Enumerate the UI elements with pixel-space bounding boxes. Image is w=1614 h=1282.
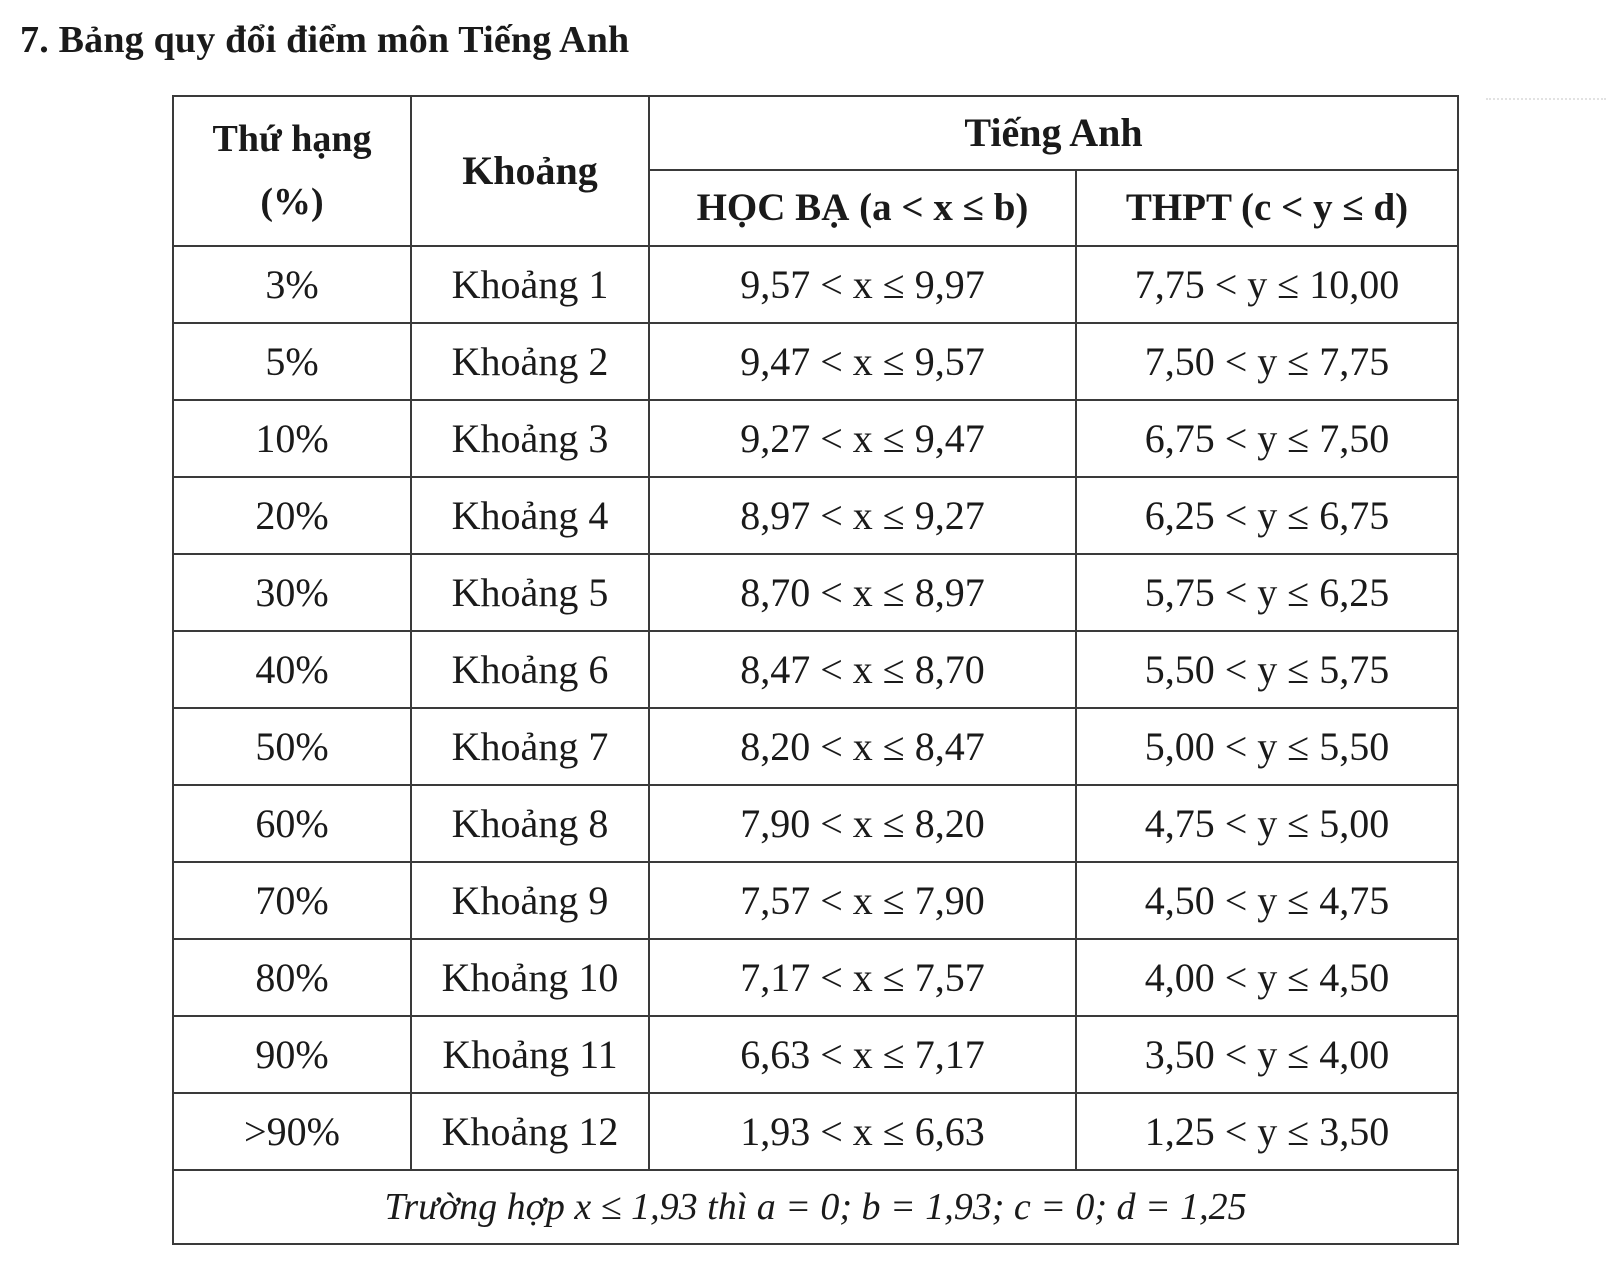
thpt-cell: 3,50 < y ≤ 4,00 xyxy=(1076,1016,1458,1093)
table-row xyxy=(173,323,1458,400)
range-cell: Khoảng 2 xyxy=(411,323,649,400)
table-row xyxy=(173,862,1458,939)
hocba-cell: 8,97 < x ≤ 9,27 xyxy=(649,477,1076,554)
header-subject: Tiếng Anh xyxy=(649,96,1458,170)
table-row xyxy=(173,1016,1458,1093)
range-cell: Khoảng 11 xyxy=(411,1016,649,1093)
table-row xyxy=(173,1093,1458,1170)
rank-cell: 10% xyxy=(173,400,411,477)
rank-cell: 3% xyxy=(173,246,411,323)
header-hocba: HỌC BẠ (a < x ≤ b) xyxy=(649,170,1076,246)
thpt-cell: 5,50 < y ≤ 5,75 xyxy=(1076,631,1458,708)
scan-artifact xyxy=(1486,98,1606,106)
thpt-cell: 6,75 < y ≤ 7,50 xyxy=(1076,400,1458,477)
header-rank-line1: Thứ hạng xyxy=(212,118,372,161)
thpt-cell: 5,75 < y ≤ 6,25 xyxy=(1076,554,1458,631)
header-range: Khoảng xyxy=(411,96,649,246)
score-conversion-table xyxy=(172,95,1459,1245)
range-cell: Khoảng 6 xyxy=(411,631,649,708)
rank-cell: 90% xyxy=(173,1016,411,1093)
range-cell: Khoảng 4 xyxy=(411,477,649,554)
hocba-cell: 7,17 < x ≤ 7,57 xyxy=(649,939,1076,1016)
range-cell: Khoảng 8 xyxy=(411,785,649,862)
rank-cell: 5% xyxy=(173,323,411,400)
hocba-cell: 8,20 < x ≤ 8,47 xyxy=(649,708,1076,785)
table-row xyxy=(173,246,1458,323)
rank-cell: 20% xyxy=(173,477,411,554)
rank-cell: 70% xyxy=(173,862,411,939)
range-cell: Khoảng 12 xyxy=(411,1093,649,1170)
table-row xyxy=(173,708,1458,785)
range-cell: Khoảng 5 xyxy=(411,554,649,631)
header-rank-line2: (%) xyxy=(260,181,324,223)
table-row xyxy=(173,939,1458,1016)
table-row xyxy=(173,400,1458,477)
hocba-cell: 7,90 < x ≤ 8,20 xyxy=(649,785,1076,862)
range-cell: Khoảng 7 xyxy=(411,708,649,785)
hocba-cell: 7,57 < x ≤ 7,90 xyxy=(649,862,1076,939)
rank-cell: 80% xyxy=(173,939,411,1016)
thpt-cell: 1,25 < y ≤ 3,50 xyxy=(1076,1093,1458,1170)
thpt-cell: 7,50 < y ≤ 7,75 xyxy=(1076,323,1458,400)
rank-cell: 40% xyxy=(173,631,411,708)
thpt-cell: 5,00 < y ≤ 5,50 xyxy=(1076,708,1458,785)
range-cell: Khoảng 9 xyxy=(411,862,649,939)
table-row xyxy=(173,477,1458,554)
hocba-cell: 9,27 < x ≤ 9,47 xyxy=(649,400,1076,477)
thpt-cell: 4,50 < y ≤ 4,75 xyxy=(1076,862,1458,939)
thpt-cell: 6,25 < y ≤ 6,75 xyxy=(1076,477,1458,554)
table-header-row xyxy=(173,96,1458,170)
table-note: Trường hợp x ≤ 1,93 thì a = 0; b = 1,93; c = 0; d = 1,25 xyxy=(173,1170,1458,1244)
range-cell: Khoảng 10 xyxy=(411,939,649,1016)
thpt-cell: 4,75 < y ≤ 5,00 xyxy=(1076,785,1458,862)
header-thpt: THPT (c < y ≤ d) xyxy=(1076,170,1458,246)
table-row xyxy=(173,554,1458,631)
table-body xyxy=(173,246,1458,1170)
range-cell: Khoảng 1 xyxy=(411,246,649,323)
header-rank xyxy=(173,96,411,246)
table-row xyxy=(173,631,1458,708)
thpt-cell: 7,75 < y ≤ 10,00 xyxy=(1076,246,1458,323)
hocba-cell: 6,63 < x ≤ 7,17 xyxy=(649,1016,1076,1093)
hocba-cell: 9,47 < x ≤ 9,57 xyxy=(649,323,1076,400)
rank-cell: 60% xyxy=(173,785,411,862)
rank-cell: >90% xyxy=(173,1093,411,1170)
thpt-cell: 4,00 < y ≤ 4,50 xyxy=(1076,939,1458,1016)
rank-cell: 50% xyxy=(173,708,411,785)
hocba-cell: 8,70 < x ≤ 8,97 xyxy=(649,554,1076,631)
table-row xyxy=(173,785,1458,862)
rank-cell: 30% xyxy=(173,554,411,631)
page-title: 7. Bảng quy đổi điểm môn Tiếng Anh xyxy=(20,19,630,61)
hocba-cell: 9,57 < x ≤ 9,97 xyxy=(649,246,1076,323)
range-cell: Khoảng 3 xyxy=(411,400,649,477)
hocba-cell: 8,47 < x ≤ 8,70 xyxy=(649,631,1076,708)
hocba-cell: 1,93 < x ≤ 6,63 xyxy=(649,1093,1076,1170)
table-note-row xyxy=(173,1170,1458,1244)
